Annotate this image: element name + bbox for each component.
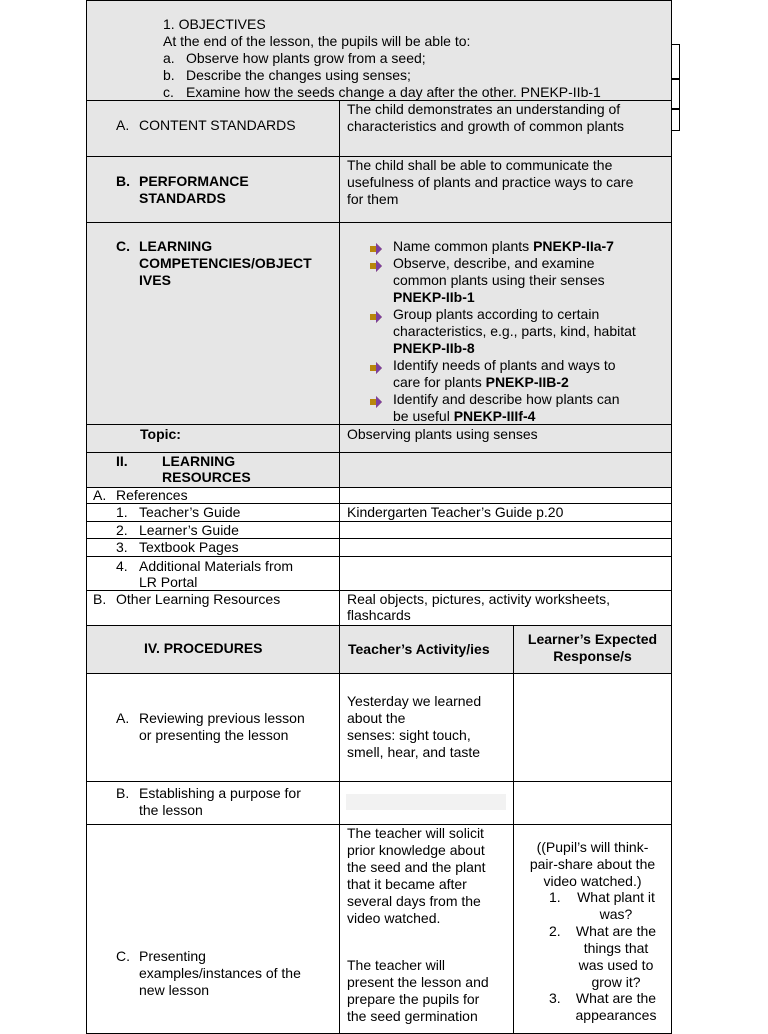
procedure-c-teacher-text: several days from the xyxy=(347,893,481,909)
other-resources-label: Other Learning Resources xyxy=(116,591,281,607)
procedure-c-learner-intro xyxy=(514,839,671,890)
procedure-c-teacher-text: prepare the pupils for xyxy=(347,991,480,1007)
references-label-cell xyxy=(86,487,340,504)
learning-resources-label: RESOURCES xyxy=(162,469,251,485)
procedure-a-label: or presenting the lesson xyxy=(139,727,289,743)
procedure-c-teacher-text: The teacher will solicit xyxy=(347,825,484,841)
reference-row-value xyxy=(339,556,672,591)
competency-text: care for plants xyxy=(393,374,486,390)
procedure-c-teacher-text: video watched. xyxy=(347,910,441,926)
topic-label-cell xyxy=(86,424,340,453)
procedure-c-learner-cell xyxy=(513,824,672,1034)
procedures-header-cell xyxy=(86,625,340,674)
competency-item xyxy=(393,238,614,255)
performance-standards-label: PERFORMANCE xyxy=(139,173,249,189)
learning-resources-label: LEARNING xyxy=(162,453,236,469)
references-letter: A. xyxy=(93,487,107,503)
objective-b-letter: b. xyxy=(163,67,175,83)
learner-intro-line: ((Pupil’s will think- xyxy=(536,839,649,855)
objective-a-letter: a. xyxy=(163,50,175,66)
references-value-cell xyxy=(339,487,672,504)
performance-standards-label-cell xyxy=(86,156,340,223)
procedure-c-teacher-text: present the lesson and xyxy=(347,974,489,990)
competency-code: PNEKP-IIIf-4 xyxy=(453,408,536,424)
other-resources-label-cell xyxy=(86,590,340,626)
learner-intro-line: video watched.) xyxy=(543,873,642,889)
competency-text: Name common plants xyxy=(393,238,534,254)
procedure-b-teacher-cell xyxy=(339,781,514,825)
learner-question-line: was used to xyxy=(578,957,654,973)
learning-resources-numeral: II. xyxy=(116,453,128,469)
competency-code: PNEKP-IIB-2 xyxy=(485,374,569,390)
procedure-a-learner-cell xyxy=(513,673,672,782)
reference-row-num: 3. xyxy=(116,539,128,555)
procedure-c-label: Presenting xyxy=(139,948,206,964)
other-resources-value-cell xyxy=(339,590,672,626)
learner-question-line: What are the xyxy=(575,990,657,1006)
competency-code: PNEKP-IIa-7 xyxy=(533,238,614,254)
topic-label: Topic: xyxy=(140,426,181,442)
competency-code: PNEKP-IIb-8 xyxy=(393,340,475,356)
procedure-c-teacher-text: that it became after xyxy=(347,876,467,892)
procedure-c-label: new lesson xyxy=(139,982,210,998)
performance-standards-value-cell xyxy=(339,156,672,223)
competency-text: common plants using their senses xyxy=(393,272,605,288)
learning-competencies-label-cell xyxy=(86,222,340,425)
procedure-a-label-cell xyxy=(86,673,340,782)
references-label: References xyxy=(116,487,188,503)
competency-text: Group plants according to certain xyxy=(393,306,600,322)
arrow-bullet-icon xyxy=(370,243,382,255)
reference-row-text: Learner’s Guide xyxy=(139,522,239,538)
reference-row-value xyxy=(339,521,672,539)
arrow-bullet-icon xyxy=(370,311,382,323)
learner-question-line: What are the xyxy=(575,923,657,939)
performance-standards-value: The child shall be able to communicate the xyxy=(347,157,613,173)
competency-text: Identify and describe how plants can xyxy=(393,391,620,407)
learner-question xyxy=(566,990,666,1024)
objectives-intro: At the end of the lesson, the pupils will be able to: xyxy=(163,33,471,49)
reference-row-text: Additional Materials from xyxy=(139,558,294,574)
learning-competencies-label: IVES xyxy=(139,272,171,288)
objective-c-text: Examine how the seeds change a day after the other. PNEKP-IIb-1 xyxy=(186,84,601,100)
reference-row-num: 2. xyxy=(116,522,128,538)
procedure-b-label: Establishing a purpose for xyxy=(139,785,301,801)
learning-competencies-label: COMPETENCIES/OBJECT xyxy=(139,255,312,271)
procedure-a-teacher-text: Yesterday we learned xyxy=(347,693,482,709)
arrow-bullet-icon xyxy=(370,362,382,374)
arrow-bullet-icon xyxy=(370,260,382,272)
content-standards-value: characteristics and growth of common plants xyxy=(347,118,625,134)
margin-stub-box xyxy=(671,108,680,131)
content-standards-label: CONTENT STANDARDS xyxy=(139,117,296,133)
learner-question-num: 3. xyxy=(549,990,561,1006)
procedure-a-teacher-text: senses: sight touch, xyxy=(347,727,471,743)
reference-row-value-text: Kindergarten Teacher’s Guide p.20 xyxy=(347,504,564,520)
other-resources-value: Real objects, pictures, activity worksheets, xyxy=(347,591,610,607)
reference-row-value xyxy=(339,538,672,557)
competency-item xyxy=(393,408,535,425)
learner-question-line: things that xyxy=(583,940,649,956)
other-resources-value: flashcards xyxy=(347,607,411,623)
procedure-b-learner-cell xyxy=(513,781,672,825)
learner-question-line: was? xyxy=(599,906,633,922)
learner-response-header xyxy=(514,631,671,665)
competency-text: be useful xyxy=(393,408,454,424)
objective-b-text: Describe the changes using senses; xyxy=(186,67,411,83)
objective-c-letter: c. xyxy=(163,84,174,100)
procedure-b-letter: B. xyxy=(116,785,130,801)
procedure-a-label: Reviewing previous lesson xyxy=(139,710,305,726)
reference-row-label xyxy=(86,503,340,522)
reference-row-text: Textbook Pages xyxy=(139,539,239,555)
procedures-header: IV. PROCEDURES xyxy=(144,640,263,656)
margin-stub-box xyxy=(671,44,680,80)
procedure-c-label-cell xyxy=(86,824,340,1034)
procedure-b-label: the lesson xyxy=(139,802,203,818)
arrow-bullet-icon xyxy=(370,396,382,408)
learner-question-line: grow it? xyxy=(591,974,641,990)
learner-response-header-line: Response/s xyxy=(553,648,632,664)
competency-text: characteristics, e.g., parts, kind, habitat xyxy=(393,323,636,339)
learner-question xyxy=(566,923,666,991)
placeholder-shade xyxy=(346,794,506,810)
procedure-a-teacher-text: about the xyxy=(347,710,406,726)
competency-item xyxy=(393,374,569,391)
learning-competencies-label: LEARNING xyxy=(139,238,213,254)
learning-resources-value-cell xyxy=(339,452,672,488)
procedure-c-letter: C. xyxy=(116,948,130,964)
procedure-a-letter: A. xyxy=(116,710,130,726)
topic-value-cell xyxy=(339,424,672,453)
teacher-activity-header-cell xyxy=(339,625,514,674)
reference-row-label xyxy=(86,538,340,557)
performance-standards-label: STANDARDS xyxy=(139,190,226,206)
learning-resources-label-cell xyxy=(86,452,340,488)
performance-standards-value: for them xyxy=(347,191,399,207)
learner-question-line: What plant it xyxy=(577,889,655,905)
content-standards-value-cell xyxy=(339,100,672,157)
learner-response-header-cell xyxy=(513,625,672,674)
margin-stub-box xyxy=(671,78,680,110)
learner-response-header-line: Learner’s Expected xyxy=(527,631,658,647)
procedure-c-teacher-text: prior knowledge about xyxy=(347,842,485,858)
procedure-a-teacher-text: smell, hear, and taste xyxy=(347,744,481,760)
reference-row-label xyxy=(86,521,340,539)
reference-row-num: 1. xyxy=(116,504,128,520)
objective-a-text: Observe how plants grow from a seed; xyxy=(186,50,426,66)
learning-competencies-value-cell xyxy=(339,222,672,425)
procedure-b-label-cell xyxy=(86,781,340,825)
procedure-a-teacher-cell xyxy=(339,673,514,782)
performance-standards-letter: B. xyxy=(116,173,130,189)
reference-row-num: 4. xyxy=(116,558,128,574)
reference-row-text: Teacher’s Guide xyxy=(139,504,241,520)
other-resources-letter: B. xyxy=(93,591,107,607)
procedure-c-teacher-text: the seed and the plant xyxy=(347,859,486,875)
content-standards-value: The child demonstrates an understanding of xyxy=(347,101,621,117)
topic-value: Observing plants using senses xyxy=(347,426,538,442)
performance-standards-value: usefulness of plants and practice ways to care xyxy=(347,174,634,190)
learner-question-num: 2. xyxy=(549,923,561,939)
competency-code: PNEKP-IIb-1 xyxy=(393,289,475,305)
reference-row-text: LR Portal xyxy=(139,574,198,590)
competency-text: Identify needs of plants and ways to xyxy=(393,357,616,373)
learner-intro-line: pair-share about the xyxy=(529,856,656,872)
procedure-c-teacher-text: The teacher will xyxy=(347,957,446,973)
learner-question-num: 1. xyxy=(549,889,561,905)
procedure-c-label: examples/instances of the xyxy=(139,965,301,981)
learner-question-line: appearances xyxy=(575,1007,657,1023)
objectives-heading: 1. OBJECTIVES xyxy=(163,16,266,32)
learning-competencies-letter: C. xyxy=(116,238,130,254)
objectives-block xyxy=(86,0,672,101)
content-standards-label-cell xyxy=(86,100,340,157)
procedure-c-teacher-text: the seed germination xyxy=(347,1008,478,1024)
content-standards-letter: A. xyxy=(116,117,130,133)
reference-row-label xyxy=(86,556,340,591)
teacher-activity-header: Teacher’s Activity/ies xyxy=(348,641,490,657)
procedure-c-teacher-cell xyxy=(339,824,514,1034)
competency-text: Observe, describe, and examine xyxy=(393,255,595,271)
learner-question xyxy=(566,889,666,923)
reference-row-value xyxy=(339,503,672,522)
